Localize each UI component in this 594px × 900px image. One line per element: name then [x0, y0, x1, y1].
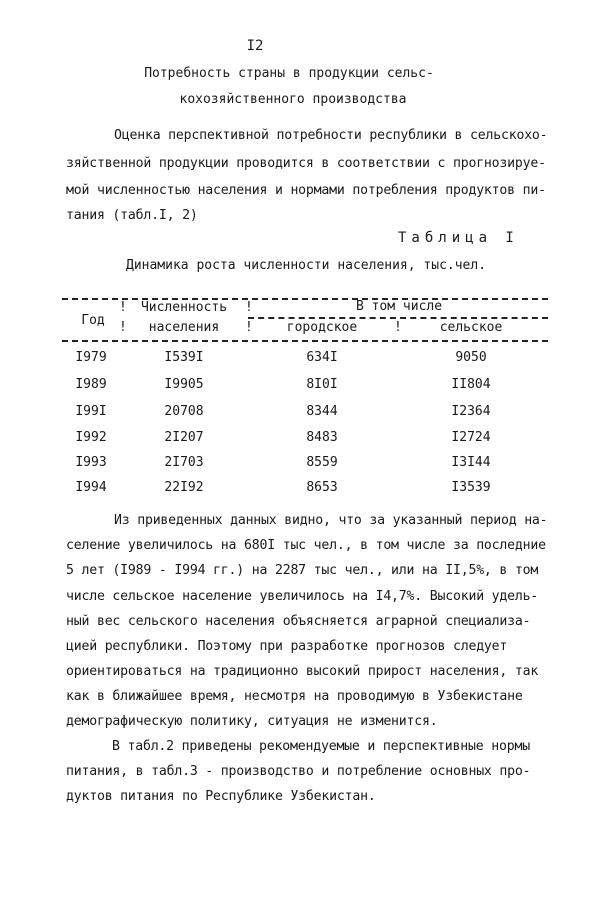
column-separator: !	[119, 300, 127, 315]
table-header-border	[62, 340, 548, 342]
cell-year: I992	[75, 430, 107, 445]
cell-rural: I2724	[451, 430, 491, 445]
cell-population: I539I	[164, 350, 204, 365]
cell-urban: 8344	[306, 404, 338, 419]
cell-population: 2I207	[164, 430, 204, 445]
cell-urban: 8559	[306, 455, 338, 470]
table-caption: Динамика роста численности населения, тыс.чел.	[126, 258, 487, 273]
cell-population: 20708	[164, 404, 204, 419]
cell-rural: 9050	[455, 350, 487, 365]
cell-rural: II804	[451, 377, 491, 392]
cell-urban: 634I	[306, 350, 338, 365]
cell-population: I9905	[164, 377, 204, 392]
cell-rural: I3539	[451, 480, 491, 495]
including-divider	[248, 317, 548, 319]
cell-rural: I2364	[451, 404, 491, 419]
intro-paragraph-line: мой численностью населения и нормами потребления продуктов пи-	[66, 183, 546, 198]
cell-rural: I3I44	[451, 455, 491, 470]
page-number: I2	[246, 38, 264, 54]
analysis-paragraph-line: ный вес сельского населения объясняется аграрной специализа-	[66, 614, 531, 629]
analysis-paragraph-line: ориентироваться на традиционно высокий прирост населения, так	[66, 664, 539, 679]
cell-year: I99I	[75, 404, 107, 419]
final-paragraph-line: В табл.2 приведены рекомендуемые и перспективные нормы	[112, 739, 530, 754]
analysis-paragraph-line: 5 лет (I989 - I994 гг.) на 2287 тыс чел., или на II,5%, в том	[66, 563, 539, 578]
analysis-paragraph-line: как в ближайшее время, несмотря на проводимую в Узбекистане	[66, 689, 523, 704]
header-population: Численность	[140, 300, 228, 315]
column-separator: !	[245, 300, 253, 315]
header-year: Год	[81, 313, 105, 328]
final-paragraph-line: питания, в табл.3 - производство и потребление основных про-	[66, 764, 531, 779]
intro-paragraph-line: Оценка перспективной потребности республики в сельскохо-	[114, 128, 548, 143]
cell-year: I994	[75, 480, 107, 495]
table-label: Таблица I	[398, 230, 519, 246]
section-title-line-1: Потребность страны в продукции сельс-	[144, 66, 434, 81]
cell-population: 22I92	[164, 480, 204, 495]
section-title-line-2: кохозяйственного производства	[179, 92, 407, 107]
cell-urban: 8653	[306, 480, 338, 495]
analysis-paragraph-line: числе сельское население увеличилось на I4,7%. Высокий удель-	[66, 589, 539, 604]
cell-year: I989	[75, 377, 107, 392]
analysis-paragraph-line: Из приведенных данных видно, что за указанный период на-	[114, 513, 548, 528]
column-separator: !	[245, 320, 253, 335]
analysis-paragraph-line: цией республики. Поэтому при разработке прогнозов следует	[66, 639, 508, 654]
header-population: населения	[148, 320, 220, 335]
cell-year: I979	[75, 350, 107, 365]
cell-urban: 8I0I	[306, 377, 338, 392]
header-urban: городское	[286, 320, 358, 335]
cell-year: I993	[75, 455, 107, 470]
column-separator: !	[119, 320, 127, 335]
intro-paragraph-line: зяйственной продукции проводится в соответствии с прогнозируе-	[66, 156, 546, 171]
final-paragraph-line: дуктов питания по Республике Узбекистан.	[66, 789, 376, 804]
analysis-paragraph-line: селение увеличилось на 680I тыс чел., в том числе за последние	[66, 538, 546, 553]
header-rural: сельское	[439, 320, 503, 335]
analysis-paragraph-line: демографическую политику, ситуация не изменится.	[66, 714, 438, 729]
cell-population: 2I703	[164, 455, 204, 470]
cell-urban: 8483	[306, 430, 338, 445]
header-including: В том числе	[355, 299, 443, 314]
intro-paragraph-line: тания (табл.I, 2)	[66, 208, 198, 223]
column-separator: !	[394, 320, 402, 335]
